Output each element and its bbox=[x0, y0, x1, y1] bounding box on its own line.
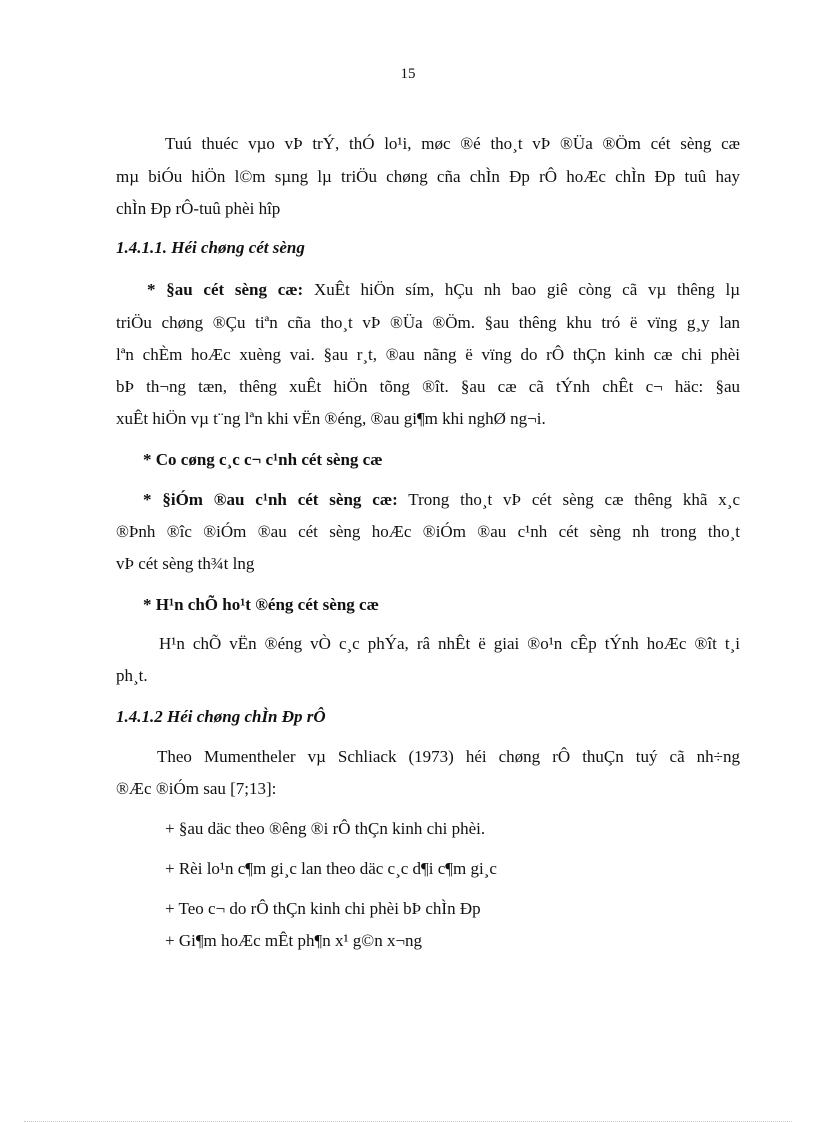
list-item: + Rèi lo¹n c¶m gi¸c lan theo däc c¸c d¶i c¶m gi¸c bbox=[165, 859, 497, 878]
section-heading-1-4-1-2: 1.4.1.2 Héi chøng chÌn Ðp rÔ bbox=[116, 707, 326, 726]
paragraph-4-line-1: H¹n chÕ vËn ®éng vÒ c¸c phÝa, râ nhÊt ë giai ®o¹n cÊp tÝnh hoÆc ®ît t¸i bbox=[159, 634, 740, 653]
paragraph-3-line-2: ®Þnh ®îc ®iÓm ®au cét sèng hoÆc ®iÓm ®au c¹nh cét sèng nh trong tho¸t bbox=[116, 522, 740, 541]
item-han-che: * H¹n chÕ ho¹t ®éng cét sèng cæ bbox=[143, 595, 379, 614]
paragraph-5-line-2: ®Æc ®iÓm sau [7;13]: bbox=[116, 779, 277, 798]
paragraph-5-line-1: Theo Mumentheler vµ Schliack (1973) héi chøng rÔ thuÇn tuý cã nh÷ng bbox=[157, 747, 740, 766]
paragraph-3-lead: * §iÓm ®au c¹nh cét sèng cæ: bbox=[143, 490, 398, 509]
paragraph-2-lead: * §au cét sèng cæ: bbox=[147, 280, 304, 299]
paragraph-1-line-3: chÌn Ðp rÔ-tuû phèi hîp bbox=[116, 199, 281, 218]
paragraph-4-line-2: ph¸t. bbox=[116, 666, 148, 685]
paragraph-3-line-1 bbox=[143, 489, 740, 511]
paragraph-2-line-2: triÖu chøng ®Çu tiªn cña tho¸t vÞ ®Üa ®Öm. §au thêng khu tró ë vïng g¸y lan bbox=[116, 313, 740, 332]
paragraph-2-line-4: bÞ th¬ng tæn, thêng xuÊt hiÖn tõng ®ît. §au cæ cã tÝnh chÊt c¬ häc: §au bbox=[116, 377, 740, 396]
paragraph-1-line-1: Tuú thuéc vµo vÞ trÝ, thÓ lo¹i, møc ®é tho¸t vÞ ®Üa ®Öm cét sèng cæ bbox=[165, 134, 740, 153]
paragraph-3-line-1-text: Trong tho¸t vÞ cét sèng cæ thêng khã x¸c bbox=[397, 490, 740, 509]
section-heading-1-4-1-1: 1.4.1.1. Héi chøng cét sèng bbox=[116, 238, 305, 257]
paragraph-3-line-3: vÞ cét sèng th¾t lng bbox=[116, 554, 255, 573]
list-item: + Teo c¬ do rÔ thÇn kinh chi phèi bÞ chÌn Ðp bbox=[165, 899, 481, 918]
paragraph-2-line-3: lªn chÈm hoÆc xuèng vai. §au r¸t, ®au nãng ë vïng do rÔ thÇn kinh cæ chi phèi bbox=[116, 345, 740, 364]
list-item: + Gi¶m hoÆc mÊt ph¶n x¹ g©n x¬ng bbox=[165, 931, 423, 950]
paragraph-2-line-1-text: XuÊt hiÖn sím, hÇu nh bao giê còng cã vµ thêng lµ bbox=[303, 280, 740, 299]
page-number: 15 bbox=[400, 66, 416, 82]
item-co-cung: * Co cøng c¸c c¬ c¹nh cét sèng cæ bbox=[143, 450, 383, 469]
paragraph-2-line-1 bbox=[147, 279, 740, 301]
paragraph-2-line-5: xuÊt hiÖn vµ t¨ng lªn khi vËn ®éng, ®au gi¶m khi nghØ ng¬i. bbox=[116, 409, 546, 428]
paragraph-1-line-2: mµ biÓu hiÖn l©m sµng lµ triÖu chøng cña chÌn Ðp rÔ hoÆc chÌn Ðp tuû hay bbox=[116, 167, 740, 186]
list-item: + §au däc theo ®êng ®i rÔ thÇn kinh chi phèi. bbox=[165, 819, 486, 838]
